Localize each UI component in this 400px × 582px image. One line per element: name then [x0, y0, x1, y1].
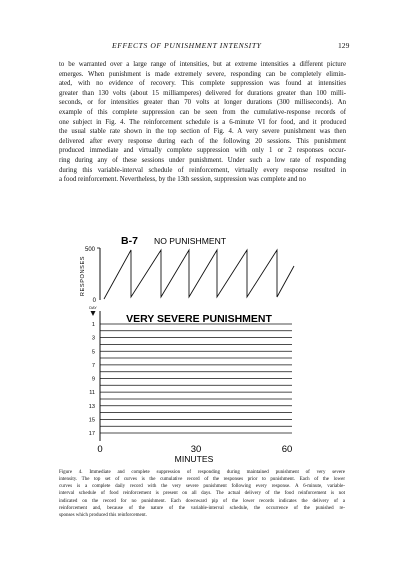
- y-tick-0: 0: [92, 298, 96, 304]
- body-text-line: ated, with no evidence of recovery. This complete suppression was found at intensities: [59, 80, 346, 88]
- caption-line: curves is a complete daily record with the very severe punishment following every response. A 6-minute, variable-: [59, 484, 345, 490]
- running-head: EFFECTS OF PUNISHMENT INTENSITY: [112, 41, 262, 50]
- body-text-line: delivered after every response during each of the following 20 sessions. This punishment: [59, 137, 346, 145]
- body-text-line: example of this complete suppression can be seen from the cumulative-response records of: [59, 108, 346, 116]
- body-text-line: during this variable-interval schedule of reinforcement, virtually every response resulted in: [59, 166, 346, 174]
- x-tick: 60: [281, 444, 293, 455]
- figure-caption: [59, 469, 345, 519]
- body-text-line: seconds, or for intensities greater than 70 volts at longer durations (300 milliseconds). An: [59, 99, 346, 107]
- top-panel: [80, 235, 294, 304]
- bottom-panel: [89, 306, 293, 464]
- body-text-line: the usual stable rate shown in the top section of Fig. 4. A very severe punishment was then: [59, 128, 346, 136]
- body-text-line: one subject in Fig. 4. The reinforcement schedule is a 6-minute VI for food, and it produced: [59, 118, 346, 126]
- body-text-line: emerges. When punishment is made extremely severe, responding can be completely elimin-: [59, 70, 346, 78]
- body-text-line: ring during any of these sessions under punishment. Under such a low rate of responding: [59, 156, 346, 164]
- daily-records: [100, 324, 292, 433]
- bottom-condition-label: VERY SEVERE PUNISHMENT: [126, 313, 272, 325]
- day-tick: 9: [91, 376, 95, 383]
- day-tick: 15: [88, 417, 95, 424]
- body-text-line: greater than 130 volts (about 15 milliamperes) delivered for durations greater than 100 milli-: [59, 89, 346, 97]
- day-tick: 17: [88, 431, 95, 437]
- day-tick: 13: [88, 403, 95, 410]
- day-tick-labels: [89, 322, 95, 437]
- body-text-line: a food reinforcement. Nevertheless, by the 13th session, suppression was complete and no: [59, 176, 306, 184]
- day-arrow-icon: [91, 311, 96, 316]
- y-tick-500: 500: [84, 247, 95, 253]
- page-number: 129: [338, 41, 350, 50]
- day-label: DAY: [89, 306, 97, 310]
- caption-line: reinforcement and, because of the nature of the variable-interval schedule, the occurrence of the punished re-: [59, 505, 345, 511]
- caption-line: interval schedule of food reinforcement is present on all days. The actual delivery of the food reinforcement is not: [59, 491, 345, 497]
- subject-label: B-7: [121, 235, 138, 247]
- day-tick: 7: [91, 362, 95, 369]
- x-tick: 30: [190, 444, 202, 455]
- top-condition-label: NO PUNISHMENT: [154, 236, 227, 246]
- day-tick: 1: [91, 322, 95, 328]
- day-tick: 5: [91, 349, 95, 356]
- caption-line: Figure 4. Immediate and complete suppression of responding during maintained punishment of very severe: [59, 470, 345, 475]
- x-tick: 0: [97, 444, 103, 455]
- body-text-line: produced immediate and virtually complete suppression with only 1 or 2 responses occur-: [59, 147, 346, 155]
- x-axis-label: MINUTES: [174, 454, 214, 464]
- day-tick: 3: [91, 335, 95, 342]
- body-text-line: to be warranted over a large range of intensities, but at extreme intensities a different picture: [59, 61, 346, 68]
- y-axis-label: RESPONSES: [80, 255, 86, 297]
- caption-line: sponses which produced this reinforcement.: [59, 512, 147, 518]
- caption-line: indicated on the record for no punishment. Each downward pip of the lower records indicates the delivery of a: [59, 498, 345, 504]
- caption-line: intensity. The top set of curves is the cumulative record of the responses prior to punishment. Each of the lower: [59, 477, 345, 483]
- cumulative-record-curve: [104, 250, 294, 299]
- day-tick: 11: [89, 390, 95, 397]
